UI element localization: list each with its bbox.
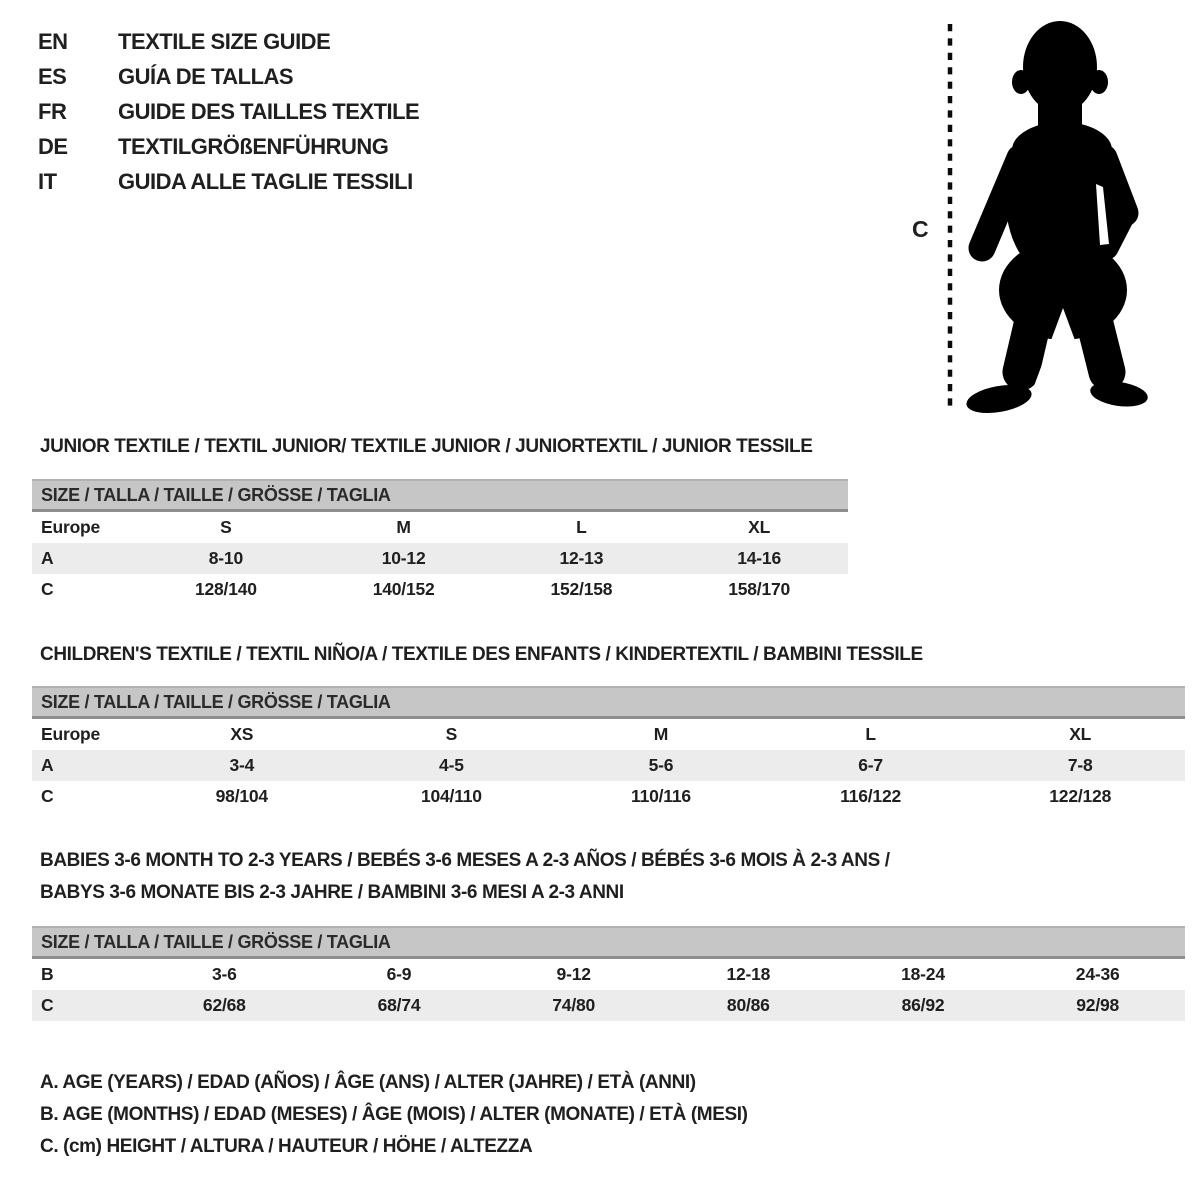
row-label: A <box>41 548 54 568</box>
toddler-silhouette <box>982 21 1127 372</box>
language-row-it <box>38 164 419 199</box>
table-cell: XS <box>230 724 254 744</box>
row-label: B <box>41 964 54 984</box>
table-row-europe <box>32 512 848 543</box>
language-title-list <box>38 24 419 199</box>
row-label: C <box>41 579 54 599</box>
table-cell: 110/116 <box>631 786 691 806</box>
size-header-bar: SIZE / TALLA / TAILLE / GRÖSSE / TAGLIA <box>32 479 848 512</box>
language-code: IT <box>38 168 57 194</box>
table-cell: 8-10 <box>208 548 243 568</box>
table-cell: 18-24 <box>901 964 945 984</box>
row-label: C <box>41 995 54 1015</box>
table-cell: 122/128 <box>1049 786 1112 806</box>
table-cell: 104/110 <box>420 786 482 806</box>
table-cell: XL <box>748 517 771 537</box>
language-code: EN <box>38 28 68 54</box>
table-cell: 4-5 <box>439 755 464 775</box>
table-cell: 98/104 <box>215 786 268 806</box>
table-cell: 92/98 <box>1076 995 1120 1015</box>
table-cell: 3-6 <box>211 964 237 984</box>
language-row-es <box>38 59 419 94</box>
table-cell: 158/170 <box>728 579 791 599</box>
table-cell: 80/86 <box>726 995 770 1015</box>
table-cell: 7-8 <box>1067 755 1093 775</box>
legend-height-cm: C. (cm) HEIGHT / ALTURA / HAUTEUR / HÖHE / ALTEZZA <box>40 1136 533 1157</box>
row-label: C <box>41 786 54 806</box>
babies-section-title-line2: BABYS 3-6 MONATE BIS 2-3 JAHRE / BAMBINI 3-6 MESI A 2-3 ANNI <box>40 882 624 903</box>
table-cell: L <box>865 724 876 744</box>
table-cell: 12-18 <box>726 964 771 984</box>
table-cell: 24-36 <box>1075 964 1120 984</box>
table-row-age-months <box>32 959 1185 990</box>
table-cell: 62/68 <box>202 995 246 1015</box>
measured-figure <box>900 10 1160 425</box>
children-section-title: CHILDREN'S TEXTILE / TEXTIL NIÑO/A / TEXTILE DES ENFANTS / KINDERTEXTIL / BAMBINI TESSILE <box>40 644 923 665</box>
toddler-silhouette-figure <box>900 10 1160 425</box>
table-cell: 6-7 <box>858 755 883 775</box>
table-cell: M <box>396 517 411 537</box>
table-row-height <box>32 990 1185 1021</box>
table-cell: S <box>445 724 458 744</box>
language-row-de <box>38 129 419 164</box>
table-cell: 116/122 <box>840 786 902 806</box>
babies-size-table <box>32 926 1185 1021</box>
table-row-age <box>32 750 1185 781</box>
table-cell: 14-16 <box>737 548 781 568</box>
height-measure-label: C <box>912 216 929 242</box>
row-label: A <box>41 755 54 775</box>
junior-section-title: JUNIOR TEXTILE / TEXTIL JUNIOR/ TEXTILE JUNIOR / JUNIORTEXTIL / JUNIOR TESSILE <box>40 436 813 457</box>
babies-section-title-line1: BABIES 3-6 MONTH TO 2-3 YEARS / BEBÉS 3-6 MESES A 2-3 AÑOS / BÉBÉS 3-6 MOIS À 2-3 ANS / <box>40 850 890 871</box>
table-cell: XL <box>1069 724 1092 744</box>
language-row-en <box>38 24 419 59</box>
table-row-height <box>32 781 1185 812</box>
guide-title-de: TEXTILGRÖßENFÜHRUNG <box>118 133 389 159</box>
junior-size-table <box>32 479 848 605</box>
table-cell: 5-6 <box>648 755 674 775</box>
children-size-table <box>32 686 1185 812</box>
table-cell: 68/74 <box>377 995 421 1015</box>
guide-title-en: TEXTILE SIZE GUIDE <box>118 28 331 54</box>
language-row-fr <box>38 94 419 129</box>
table-cell: L <box>576 517 587 537</box>
row-label: Europe <box>41 517 101 537</box>
table-cell: 140/152 <box>372 579 435 599</box>
legend-age-months: B. AGE (MONTHS) / EDAD (MESES) / ÂGE (MOIS) / ALTER (MONATE) / ETÀ (MESI) <box>40 1104 748 1125</box>
table-cell: 3-4 <box>229 755 255 775</box>
table-cell: 9-12 <box>556 964 591 984</box>
guide-title-es: GUÍA DE TALLAS <box>118 63 294 89</box>
table-cell: 152/158 <box>550 579 613 599</box>
table-cell: S <box>220 517 232 537</box>
table-cell: 6-9 <box>386 964 412 984</box>
guide-title-it: GUIDA ALLE TAGLIE TESSILI <box>118 168 413 194</box>
language-code: FR <box>38 98 67 124</box>
table-row-age <box>32 543 848 574</box>
size-header-bar: SIZE / TALLA / TAILLE / GRÖSSE / TAGLIA <box>32 686 1185 719</box>
language-code: ES <box>38 63 67 89</box>
table-cell: 128/140 <box>194 579 257 599</box>
guide-title-fr: GUIDE DES TAILLES TEXTILE <box>118 98 420 124</box>
table-row-height <box>32 574 848 605</box>
table-cell: 86/92 <box>901 995 945 1015</box>
legend-age-years: A. AGE (YEARS) / EDAD (AÑOS) / ÂGE (ANS) / ALTER (JAHRE) / ETÀ (ANNI) <box>40 1072 696 1093</box>
row-label: Europe <box>41 724 101 744</box>
language-code: DE <box>38 133 68 159</box>
table-cell: 10-12 <box>381 548 426 568</box>
size-header-bar: SIZE / TALLA / TAILLE / GRÖSSE / TAGLIA <box>32 926 1185 959</box>
table-row-europe <box>32 719 1185 750</box>
table-cell: 12-13 <box>559 548 604 568</box>
table-cell: M <box>653 724 669 744</box>
table-cell: 74/80 <box>552 995 596 1015</box>
